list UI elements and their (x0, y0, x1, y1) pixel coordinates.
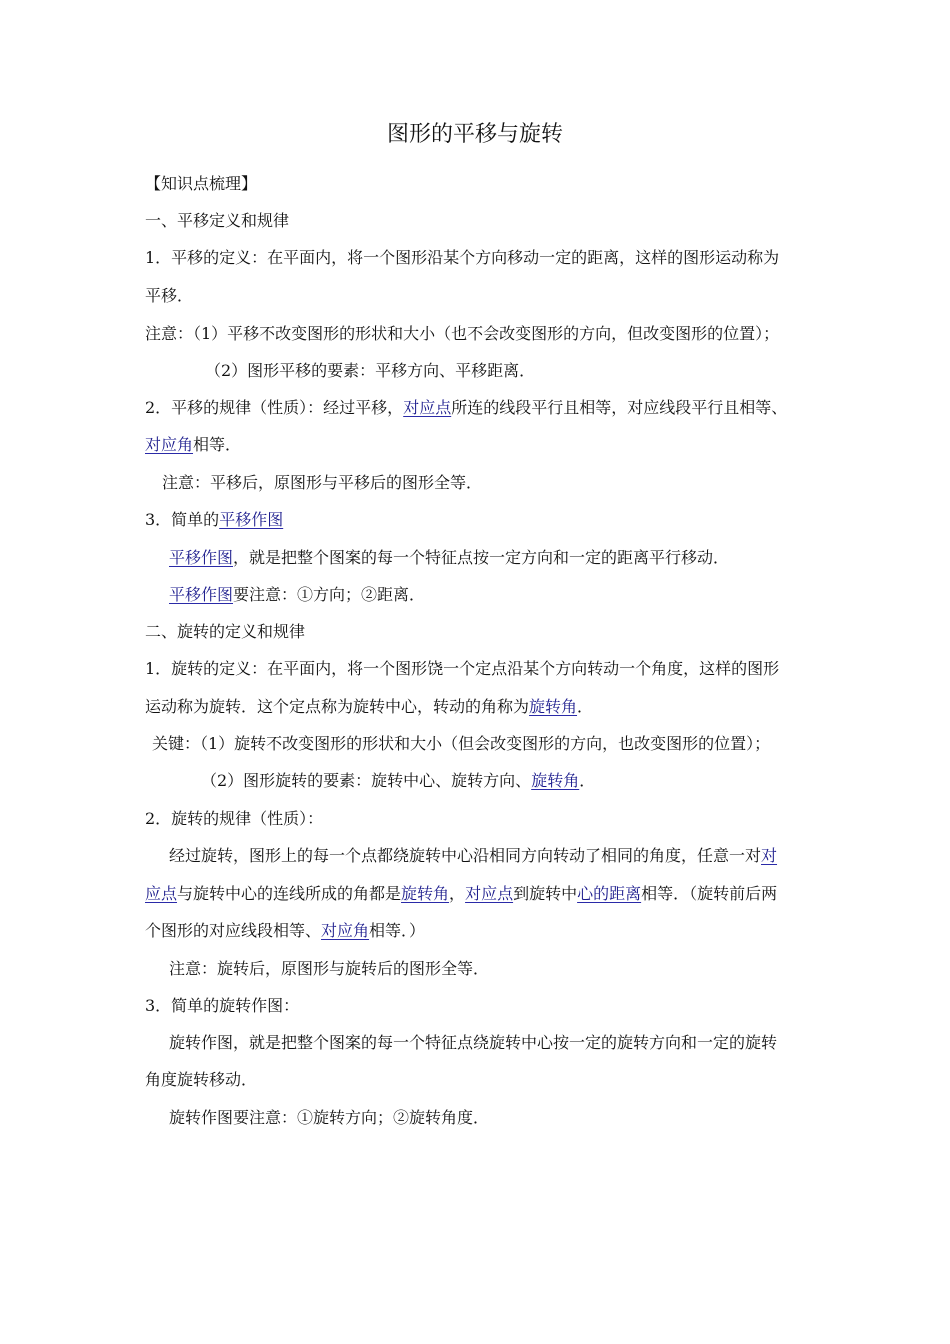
term-link[interactable]: 应点 (145, 884, 178, 903)
term-link[interactable]: 对 (761, 846, 778, 865)
text-run: ， (449, 884, 466, 903)
paragraph-line: 关键：（1）旋转不改变图形的形状和大小（但会改变图形的方向，也改变图形的位置）； (152, 734, 771, 753)
paragraph-line: 2．旋转的规律（性质）： (145, 809, 324, 828)
text-run: 与旋转中心的连线所成的角都是 (177, 884, 402, 903)
paragraph-line: 角度旋转移动． (145, 1070, 258, 1089)
text-run: 相等．（旋转前后两 (641, 884, 778, 903)
text-run: 2．平移的规律（性质）：经过平移， (145, 398, 404, 417)
paragraph-line: 旋转作图要注意：①旋转方向；②旋转角度． (169, 1108, 490, 1127)
term-link[interactable]: 平移作图 (169, 585, 234, 604)
paragraph-line (145, 919, 425, 943)
text-run: 相等． (193, 435, 242, 454)
term-link[interactable]: 心的距离 (577, 884, 642, 903)
paragraph-line (169, 546, 729, 570)
paragraph-line (145, 508, 283, 532)
paragraph-line (201, 769, 595, 793)
text-run: 相等．） (369, 921, 426, 940)
term-link[interactable]: 旋转角 (529, 697, 578, 716)
paragraph-line (169, 583, 425, 607)
paragraph-line: 注意：旋转后，原图形与旋转后的图形全等． (169, 959, 490, 978)
paragraph-line: （2）图形平移的要素：平移方向、平移距离． (205, 361, 536, 380)
paragraph-line (145, 433, 241, 457)
paragraph-line: 注意：平移后，原图形与平移后的图形全等． (162, 473, 483, 492)
text-run: 经过旋转，图形上的每一个点都绕旋转中心沿相同方向转动了相同的角度，任意一对 (169, 846, 762, 865)
text-run: ． (577, 697, 594, 716)
text-run: ． (579, 771, 596, 790)
text-run: （2）图形旋转的要素：旋转中心、旋转方向、 (201, 771, 532, 790)
paragraph-line: 1．旋转的定义：在平面内，将一个图形饶一个定点沿某个方向转动一个角度，这样的图形 (145, 659, 780, 678)
text-run: 个图形的对应线段相等、 (145, 921, 322, 940)
text-run: ，就是把整个图案的每一个特征点按一定方向和一定的距离平行移动． (233, 548, 730, 567)
term-link[interactable]: 对应角 (321, 921, 370, 940)
text-run: 运动称为旋转．这个定点称为旋转中心，转动的角称为 (145, 697, 530, 716)
term-link[interactable]: 旋转角 (401, 884, 450, 903)
term-link[interactable]: 对应点 (465, 884, 514, 903)
paragraph-line: 3．简单的旋转作图： (145, 996, 300, 1015)
section-heading-knowledge: 【知识点梳理】 (145, 174, 258, 193)
term-link[interactable]: 旋转角 (531, 771, 580, 790)
paragraph-line: 平移． (145, 286, 194, 305)
term-link[interactable]: 平移作图 (169, 548, 234, 567)
section-heading-translation: 一、平移定义和规律 (145, 211, 290, 230)
paragraph-line (169, 844, 777, 868)
paragraph-line (145, 882, 777, 906)
paragraph-line: 注意：（1）平移不改变图形的形状和大小（也不会改变图形的方向，但改变图形的位置）； (145, 324, 780, 343)
text-run: 所连的线段平行且相等，对应线段平行且相等、 (451, 398, 788, 417)
text-run: 要注意：①方向；②距离． (233, 585, 426, 604)
paragraph-line (145, 396, 787, 420)
section-heading-rotation: 二、旋转的定义和规律 (145, 622, 306, 641)
paragraph-line: 旋转作图，就是把整个图案的每一个特征点绕旋转中心按一定的旋转方向和一定的旋转 (169, 1033, 778, 1052)
paragraph-line (145, 695, 593, 719)
text-run: 3．简单的 (145, 510, 220, 529)
paragraph-line: 1．平移的定义：在平面内，将一个图形沿某个方向移动一定的距离，这样的图形运动称为 (145, 248, 780, 267)
term-link[interactable]: 平移作图 (219, 510, 284, 529)
text-run: 到旋转中 (513, 884, 578, 903)
page-title: 图形的平移与旋转 (386, 122, 563, 147)
term-link[interactable]: 对应点 (403, 398, 452, 417)
term-link[interactable]: 对应角 (145, 435, 194, 454)
